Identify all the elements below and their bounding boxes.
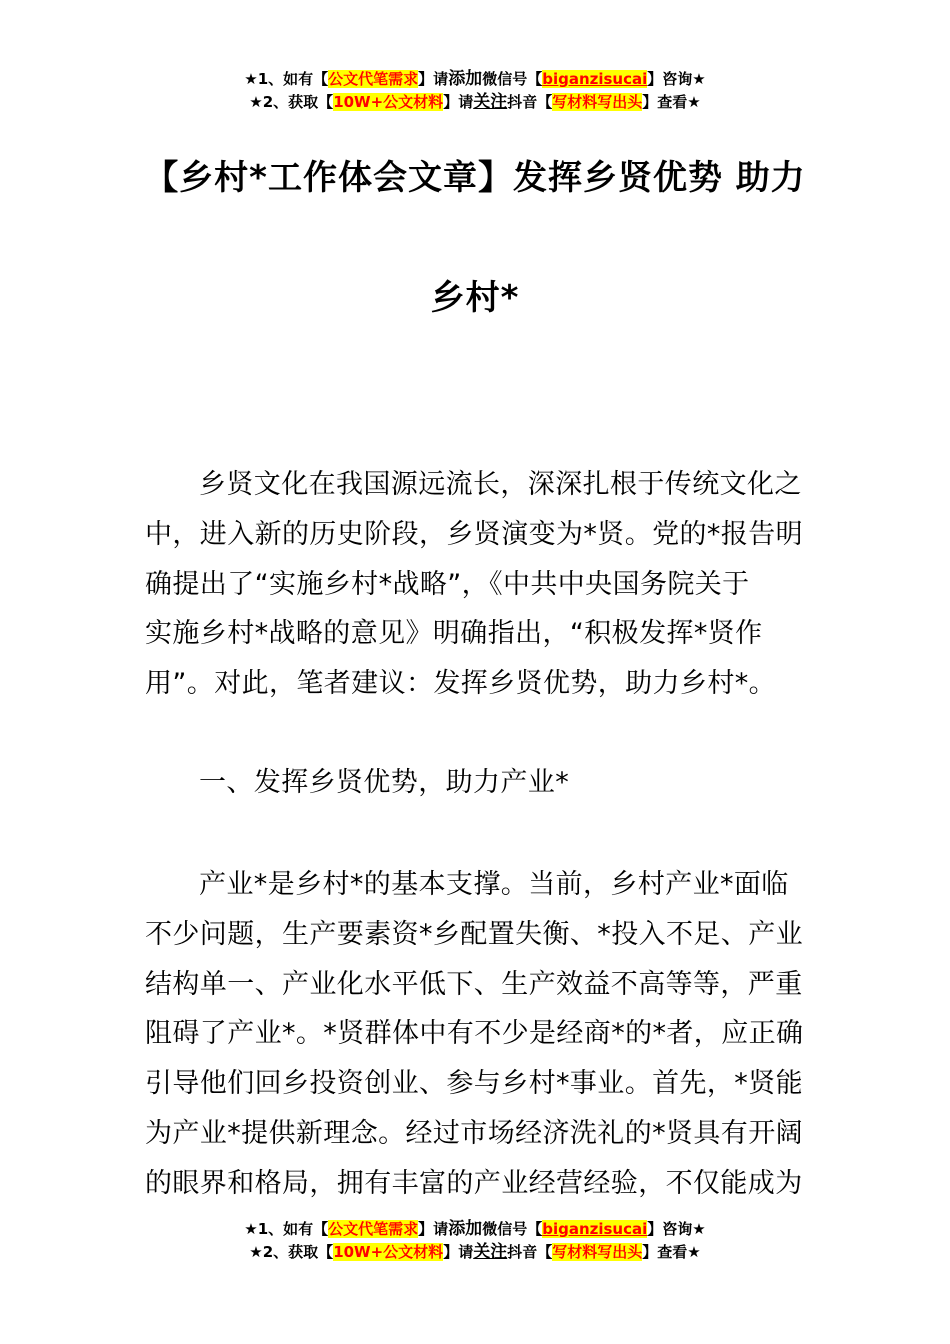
promo-line-1-mid: 】请 [418,70,449,88]
document-title-line-1: 【乡村*工作体会文章】发挥乡贤优势 助力 [144,158,806,198]
promo-line-2-mid2: 抖音【 [507,1243,553,1261]
paragraph-line: 为产业*提供新理念。经过市场经济洗礼的*贤具有开阔 [145,1117,803,1149]
industry-paragraph [145,860,810,1209]
promo-line-2-mid: 】请 [443,1243,474,1261]
promo-line-1-suffix: 】咨询★ [647,70,706,88]
promo-line-1 [0,68,950,91]
promo-line-2-suffix: 】查看★ [642,93,701,111]
promo-line-1-prefix: ★1、如有【 [244,1220,329,1238]
promo-line-1-mid: 】请 [418,1220,449,1238]
promo-line-2-mid: 】请 [443,93,474,111]
promo-line-2-prefix: ★2、获取【 [249,1243,334,1261]
paragraph-line: 引导他们回乡投资创业、参与乡村*事业。首先，*贤能 [145,1068,803,1100]
paragraph-line: 的眼界和格局，拥有丰富的产业经营经验，不仅能成为 [145,1167,803,1199]
promo-line-2-prefix: ★2、获取【 [249,93,334,111]
promo-line-2-suffix: 】查看★ [642,1243,701,1261]
douyin-account-highlight[interactable]: 写材料写出头 [552,93,643,111]
promo-line-1-prefix: ★1、如有【 [244,70,329,88]
paragraph-line: 确提出了“实施乡村*战略”，《中共中央国务院关于 [145,568,750,600]
promo-highlight-materials: 10W+公文材料 [333,93,444,111]
paragraph-line: 中，进入新的历史阶段，乡贤演变为*贤。党的*报告明 [145,518,803,550]
promo-line-1-mid2: 微信号【 [482,1220,543,1238]
wechat-id-link[interactable]: biganzisucai [542,1220,648,1238]
paragraph-line: 用”。对此，笔者建议：发挥乡贤优势，助力乡村*。 [145,668,777,700]
paragraph-line: 产业*是乡村*的基本支撑。当前，乡村产业*面临 [199,869,789,900]
douyin-account-highlight[interactable]: 写材料写出头 [552,1243,643,1261]
promo-line-2-mid2: 抖音【 [507,93,553,111]
promo-highlight-service: 公文代笔需求 [328,70,419,88]
document-title-line-2: 乡村* [430,278,520,318]
promo-emphasis-follow: 关注 [473,1242,508,1262]
promo-emphasis-add: 添加 [448,1219,483,1239]
promo-highlight-service: 公文代笔需求 [328,1220,419,1238]
promo-line-2 [0,1241,950,1264]
footer-promo-banner [0,1218,950,1264]
intro-paragraph [145,460,810,709]
promo-line-1-suffix: 】咨询★ [647,1220,706,1238]
promo-highlight-materials: 10W+公文材料 [333,1243,444,1261]
section-heading-1 [145,758,810,808]
promo-line-1 [0,1218,950,1241]
promo-line-1-mid2: 微信号【 [482,70,543,88]
promo-line-2 [0,91,950,114]
wechat-id-link[interactable]: biganzisucai [542,70,648,88]
promo-emphasis-follow: 关注 [473,92,508,112]
promo-emphasis-add: 添加 [448,69,483,89]
paragraph-line: 不少问题，生产要素资*乡配置失衡、*投入不足、产业 [145,918,803,950]
paragraph-line: 乡贤文化在我国源远流长，深深扎根于传统文化之 [199,469,802,500]
paragraph-line: 实施乡村*战略的意见》明确指出，“积极发挥*贤作 [145,618,763,650]
section-heading-text: 一、发挥乡贤优势，助力产业* [199,767,570,798]
paragraph-line: 结构单一、产业化水平低下、生产效益不高等等，严重 [145,968,803,1000]
paragraph-line: 阻碍了产业*。*贤群体中有不少是经商*的*者，应正确 [145,1018,804,1050]
header-promo-banner [0,68,950,114]
